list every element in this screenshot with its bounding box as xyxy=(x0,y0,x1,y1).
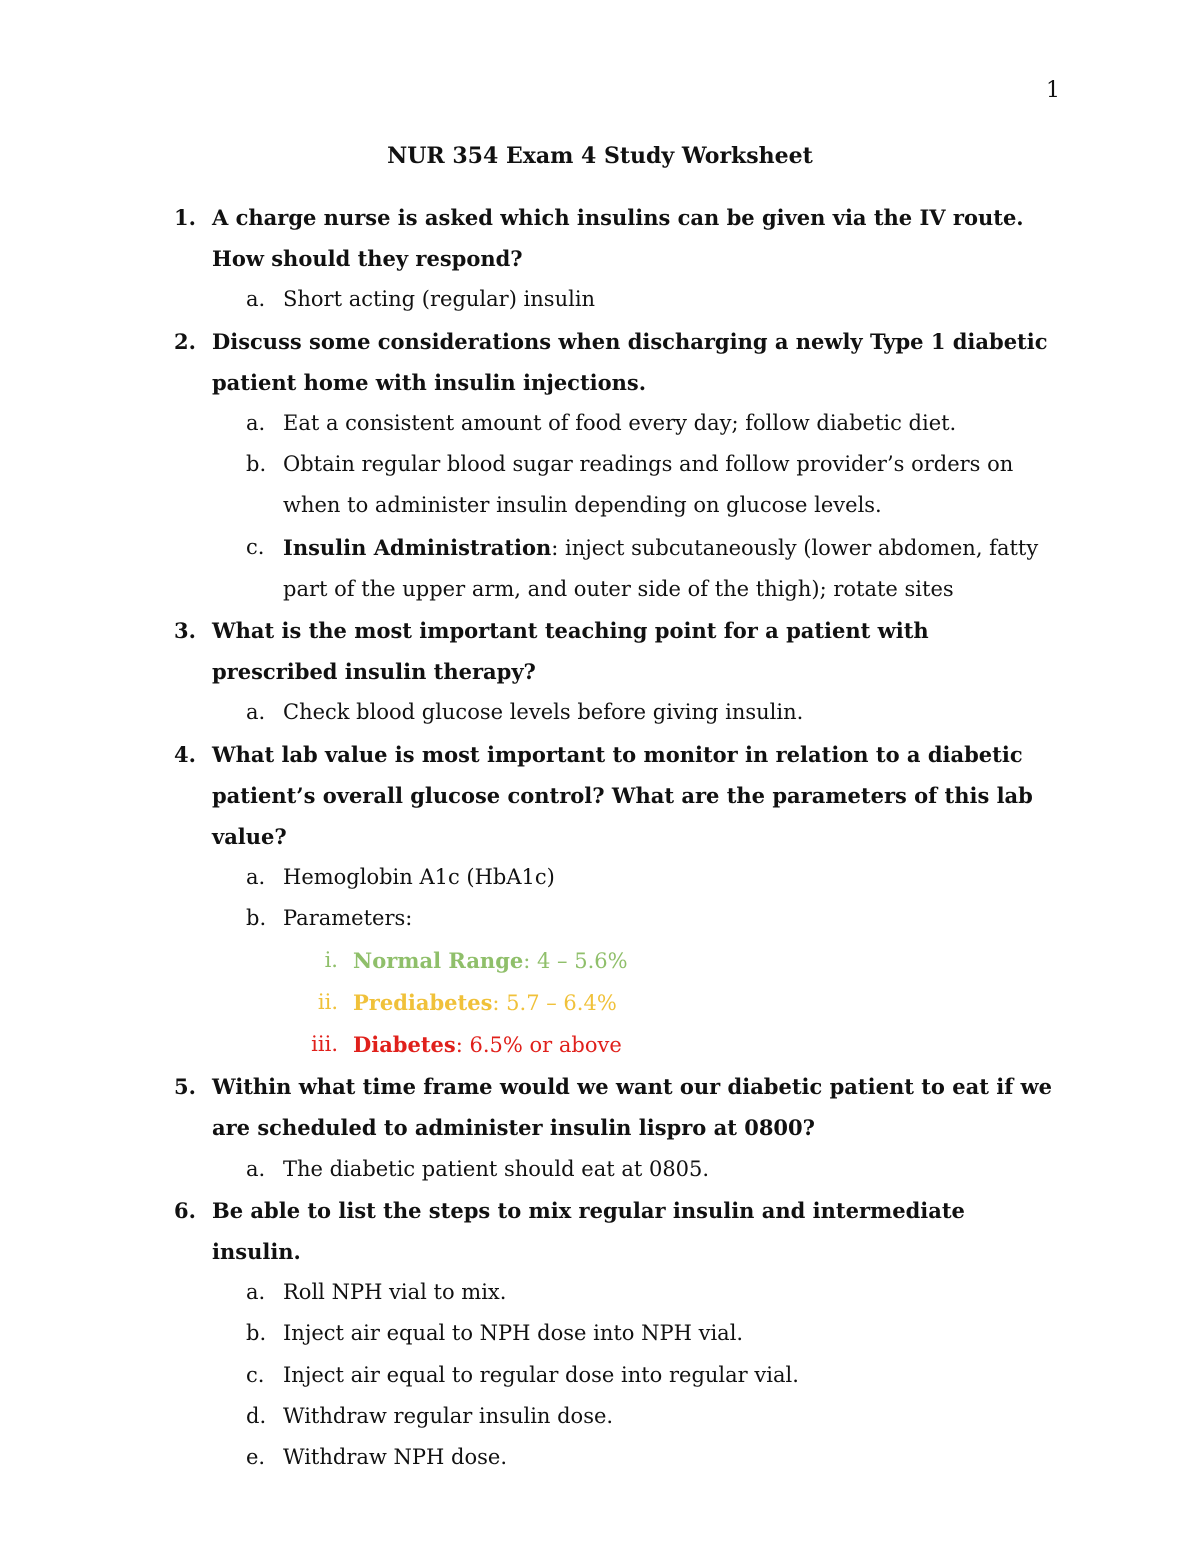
answer-5a xyxy=(0,1149,1200,1190)
answer-6d xyxy=(0,1396,1200,1437)
page-number: 1 xyxy=(1046,78,1060,103)
answer-bold-label: Insulin Administration xyxy=(283,534,552,560)
range-normal xyxy=(0,940,1200,982)
answer-letter: a. xyxy=(246,1156,266,1181)
answer-letter: a. xyxy=(246,865,266,890)
answer-6e xyxy=(0,1437,1200,1478)
answer-text: Obtain regular blood sugar readings and follow provider’s orders on when to administer insulin depending on glucose levels. xyxy=(283,452,1014,518)
answer-1a xyxy=(0,279,1200,320)
answer-text: Withdraw NPH dose. xyxy=(283,1445,508,1470)
question-number: 4. xyxy=(174,741,196,767)
range-diabetes xyxy=(0,1024,1200,1066)
question-4 xyxy=(0,734,1200,858)
worksheet-body xyxy=(0,197,1200,1478)
question-text: Discuss some considerations when discharging a newly Type 1 diabetic patient home with insulin injections. xyxy=(212,328,1048,395)
answer-2a xyxy=(0,403,1200,444)
range-number: ii. xyxy=(317,989,338,1014)
answer-letter: a. xyxy=(246,700,266,725)
range-value: : 4 – 5.6% xyxy=(523,948,628,973)
answer-text: Eat a consistent amount of food every day; follow diabetic diet. xyxy=(283,411,957,436)
answer-letter: d. xyxy=(246,1403,267,1428)
question-text: Within what time frame would we want our diabetic patient to eat if we are scheduled to administer insulin lispro at 0800? xyxy=(212,1074,1052,1141)
answer-6b xyxy=(0,1313,1200,1354)
answer-2b xyxy=(0,444,1200,526)
answer-letter: a. xyxy=(246,1280,266,1305)
range-label: Prediabetes xyxy=(353,989,493,1015)
answer-4b xyxy=(0,898,1200,939)
answer-letter: c. xyxy=(246,534,265,559)
answer-letter: b. xyxy=(246,1321,267,1346)
range-value: : 5.7 – 6.4% xyxy=(492,990,617,1015)
question-number: 3. xyxy=(174,618,196,644)
range-prediabetes xyxy=(0,982,1200,1024)
answer-text: : inject subcutaneously (lower abdomen, fatty part of the upper arm, and outer side of the thigh); rotate sites xyxy=(283,535,1039,601)
answer-text: Hemoglobin A1c (HbA1c) xyxy=(283,865,555,890)
question-text: A charge nurse is asked which insulins can be given via the IV route. How should they respond? xyxy=(212,205,1024,272)
answer-letter: a. xyxy=(246,411,266,436)
range-number: i. xyxy=(324,947,338,972)
question-5 xyxy=(0,1066,1200,1148)
question-6 xyxy=(0,1190,1200,1272)
question-text: What is the most important teaching point for a patient with prescribed insulin therapy? xyxy=(212,618,929,685)
answer-letter: c. xyxy=(246,1362,265,1387)
question-text: Be able to list the steps to mix regular insulin and intermediate insulin. xyxy=(212,1197,965,1265)
answer-2c xyxy=(0,527,1200,610)
answer-letter: b. xyxy=(246,906,267,931)
question-number: 2. xyxy=(174,328,196,354)
answer-text: Check blood glucose levels before giving insulin. xyxy=(283,700,804,725)
answer-text: Roll NPH vial to mix. xyxy=(283,1280,507,1305)
answer-letter: b. xyxy=(246,452,267,477)
range-value: : 6.5% or above xyxy=(455,1033,622,1058)
question-number: 1. xyxy=(174,205,196,230)
answer-3a xyxy=(0,692,1200,733)
answer-text: The diabetic patient should eat at 0805. xyxy=(283,1156,710,1181)
answer-text: Withdraw regular insulin dose. xyxy=(283,1403,614,1428)
answer-text: Inject air equal to regular dose into regular vial. xyxy=(283,1362,799,1387)
question-number: 6. xyxy=(174,1197,196,1223)
page-title: NUR 354 Exam 4 Study Worksheet xyxy=(387,143,813,169)
answer-letter: e. xyxy=(246,1445,266,1470)
question-text: What lab value is most important to monitor in relation to a diabetic patient’s overall glucose control? What are the parameters of this lab value? xyxy=(212,741,1033,850)
answer-6a xyxy=(0,1272,1200,1313)
question-2 xyxy=(0,321,1200,403)
answer-letter: a. xyxy=(246,287,266,312)
answer-4a xyxy=(0,857,1200,898)
answer-text: Short acting (regular) insulin xyxy=(283,287,596,312)
range-number: iii. xyxy=(311,1032,338,1057)
answer-text: Inject air equal to NPH dose into NPH vial. xyxy=(283,1321,744,1346)
question-1 xyxy=(0,197,1200,279)
question-3 xyxy=(0,610,1200,692)
question-number: 5. xyxy=(174,1074,196,1100)
answer-6c xyxy=(0,1355,1200,1396)
answer-text: Parameters: xyxy=(283,906,413,931)
range-label: Diabetes xyxy=(353,1032,456,1058)
range-label: Normal Range xyxy=(353,947,524,973)
